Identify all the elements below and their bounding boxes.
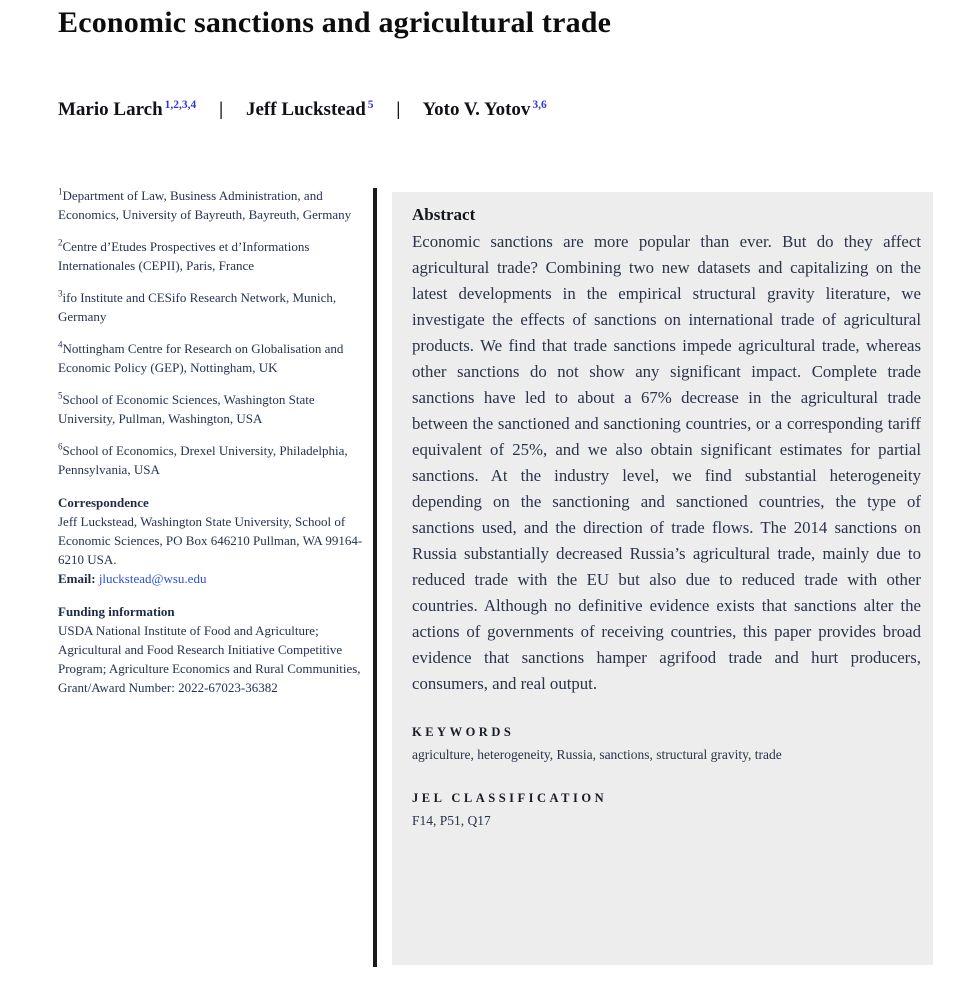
- affiliation-4-text: Nottingham Centre for Research on Globalisation and Economic Policy (GEP), Nottingham, UK: [58, 341, 344, 375]
- correspondence-text: [58, 512, 366, 588]
- affiliation-3-text: ifo Institute and CESifo Research Network, Munich, Germany: [58, 290, 337, 324]
- affiliation-3: [58, 288, 366, 326]
- author-1-affiliation-sup: 1,2,3,4: [164, 99, 197, 111]
- affiliation-3-sup: 3: [58, 288, 63, 299]
- correspondence-address: Jeff Luckstead, Washington State University, School of Economic Sciences, PO Box 646210 Pullman, WA 99164-6210 USA.: [58, 514, 363, 567]
- author-2-name: Jeff Luckstead: [245, 99, 366, 121]
- abstract-heading: Abstract: [412, 205, 476, 224]
- email-link[interactable]: jluckstead@wsu.edu: [98, 571, 207, 586]
- abstract-panel: [392, 192, 933, 965]
- author-1-name: Mario Larch: [58, 99, 163, 121]
- abstract-text: Economic sanctions are more popular than ever. But do they affect agricultural trade? Combining two new datasets and capitalizing on the latest developments in the empirical structural gravity literature, we investigate the effects of sanctions on international trade of agricultural products. We find that trade sanctions impede agricultural trade, whereas other sanctions do not show any significant impact. Complete trade sanctions have led to about a 67% decrease in the agricultural trade between the sanctioned and sanctioning countries, or a corresponding tariff equivalent of 25%, and we also obtain significant estimates for partial sanctions. At the industry level, we find substantial heterogeneity depending on the sanctioning and sanctioned countries, the type of sanctions used, and the direction of trade flows. The 2014 sanctions on Russia substantially decreased Russia’s agricultural trade, mainly due to reduced trade with the EU but also due to reduced trade with other countries. Although no definitive evidence exists that sanctions alter the actions of governments of receiving countries, this paper provides broad evidence that sanctions hamper agrifood trade and hurt producers, consumers, and real output.: [412, 232, 921, 693]
- affiliation-1-text: Department of Law, Business Administration, and Economics, University of Bayreuth, Bayreuth, Germany: [58, 188, 352, 222]
- author-separator: |: [396, 99, 401, 121]
- author-2-affiliation-sup: 5: [367, 99, 374, 111]
- keywords-list: agriculture, heterogeneity, Russia, sanctions, structural gravity, trade: [412, 747, 782, 762]
- affiliation-1-sup: 1: [58, 186, 63, 197]
- funding-block: [58, 602, 366, 697]
- affiliation-6-sup: 6: [58, 441, 63, 452]
- author-separator: |: [219, 99, 224, 121]
- jel-classification-heading: JEL CLASSIFICATION: [412, 791, 608, 805]
- keywords-heading: KEYWORDS: [412, 725, 515, 739]
- jel-classification-codes: F14, P51, Q17: [412, 813, 491, 828]
- affiliation-5: [58, 390, 366, 428]
- author-3-affiliation-sup: 3,6: [532, 99, 547, 111]
- article-info-column: [58, 186, 366, 697]
- author-3-name: Yoto V. Yotov: [422, 99, 531, 121]
- article-title: Economic sanctions and agricultural trade: [58, 6, 612, 39]
- affiliation-6: [58, 441, 366, 479]
- funding-heading: Funding information: [58, 604, 175, 619]
- affiliation-1: [58, 186, 366, 224]
- affiliation-5-text: School of Economic Sciences, Washington State University, Pullman, Washington, USA: [58, 392, 315, 426]
- affiliation-4-sup: 4: [58, 339, 63, 350]
- email-label: Email:: [58, 571, 96, 586]
- affiliation-5-sup: 5: [58, 390, 63, 401]
- funding-text: USDA National Institute of Food and Agriculture; Agricultural and Food Research Initiative Competitive Program; Agriculture Economics and Rural Communities, Grant/Award Number: 2022-67023-36382: [58, 623, 361, 695]
- correspondence-heading: Correspondence: [58, 495, 149, 510]
- affiliation-4: [58, 339, 366, 377]
- author-2: [246, 99, 374, 120]
- affiliation-2-text: Centre d’Etudes Prospectives et d’Informations Internationales (CEPII), Paris, France: [58, 239, 310, 273]
- affiliation-2: [58, 237, 366, 275]
- affiliation-6-text: School of Economics, Drexel University, Philadelphia, Pennsylvania, USA: [58, 443, 348, 477]
- author-1: [58, 99, 196, 120]
- correspondence-block: [58, 493, 366, 588]
- author-3: [423, 99, 547, 120]
- author-line: [58, 99, 547, 121]
- column-divider-rule: [373, 188, 377, 967]
- affiliation-2-sup: 2: [58, 237, 63, 248]
